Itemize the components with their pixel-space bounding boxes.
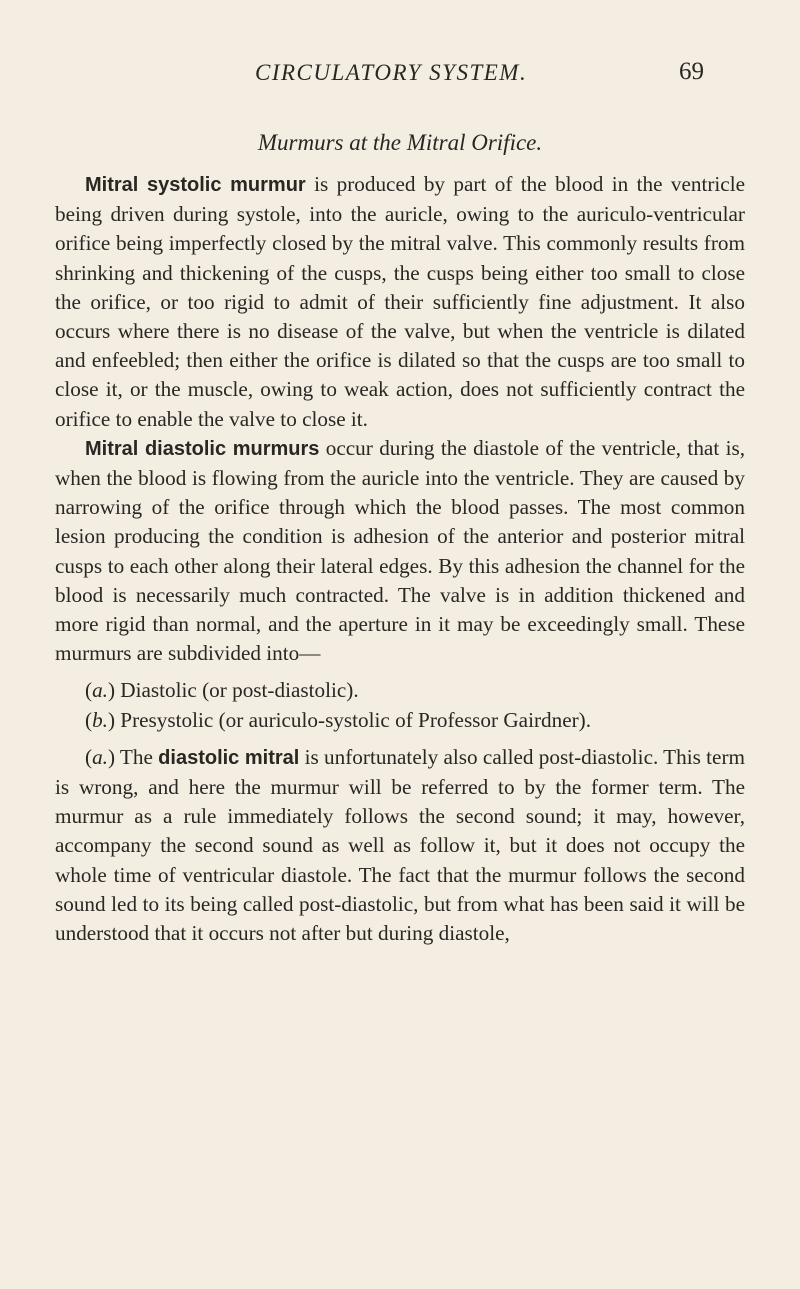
list-text-b: ) Presystolic (or auriculo-systolic of Professor Gairdner). <box>107 707 592 732</box>
running-title: CIRCULATORY SYSTEM. <box>255 60 528 85</box>
list-item-a <box>55 676 745 705</box>
paragraph-lead: ) The <box>107 744 159 769</box>
paragraph-mitral-diastolic <box>55 434 745 669</box>
list-item-b <box>55 706 745 735</box>
paragraph-text: is unfortunately also called post-diastolic. This term is wrong, and here the murmur will be referred to by the former term. The murmur as a rule immediately follows the second sound; it may, however, accompany the second sound as well as follow it, but it does not occupy the whole time of ventricular diastole. The fact that the murmur follows the second sound led to its being called post-diastolic, but from what has been said it will be understood that it occurs not after but during diastole, <box>55 744 745 946</box>
list-paren: ( <box>85 707 93 732</box>
list-paren: ( <box>85 678 93 703</box>
term-diastolic-mitral: diastolic mitral <box>158 746 300 769</box>
section-heading: Murmurs at the Mitral Orifice. <box>257 130 543 155</box>
running-head <box>0 56 800 96</box>
paragraph-mitral-systolic <box>55 170 745 434</box>
body-text <box>55 170 745 948</box>
list-text-a: ) Diastolic (or post-diastolic). <box>107 678 359 703</box>
paragraph-text: occur during the diastole of the ventricle, that is, when the blood is flowing from the auricle into the ventricle. They are caused by narrowing of the orifice through which the blood passes. The most common lesion producing the condition is adhesion of the anterior and posterior mitral cusps to each other along their lateral edges. By this adhesion the channel for the blood is necessarily much contracted. The valve is in addition thickened and more rigid than normal, and the aperture in it may be exceedingly small. These murmurs are subdivided into— <box>55 435 745 666</box>
term-mitral-systolic: Mitral systolic murmur <box>85 174 306 196</box>
list-label-a: a. <box>92 678 108 703</box>
term-mitral-diastolic: Mitral diastolic murmurs <box>85 437 320 460</box>
list-paren: ( <box>85 744 93 769</box>
page-number: 69 <box>679 58 704 85</box>
list-label-b: b. <box>92 707 108 732</box>
paragraph-diastolic-mitral <box>55 743 745 948</box>
paragraph-label-a: a. <box>92 744 108 769</box>
paragraph-text: is produced by part of the blood in the ventricle being driven during systole, into the auricle, owing to the auriculo-ventricular orifice being imperfectly closed by the mitral valve. This commonly results from shrinking and thickening of the cusps, the cusps being either too small to close the orifice, or too rigid to admit of their sufficiently fine adjustment. It also occurs where there is no disease of the valve, but when the ventricle is dilated and enfeebled; then either the orifice is dilated so that the cusps are too small to close it, or the muscle, owing to weak action, does not sufficiently contract the orifice to enable the valve to close it. <box>55 172 745 431</box>
